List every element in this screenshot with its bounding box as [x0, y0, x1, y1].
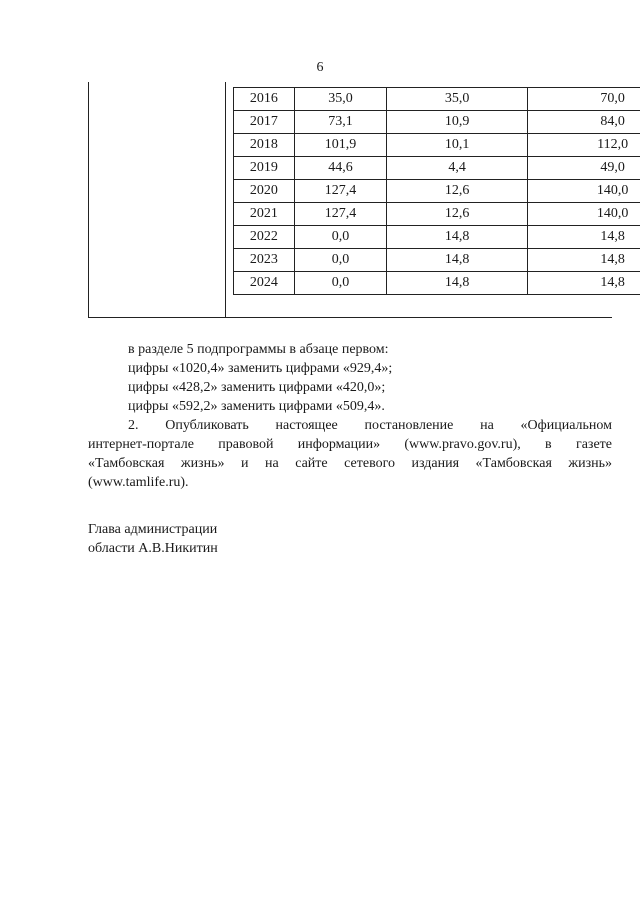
year-cell: 2016 — [234, 88, 295, 111]
signature-block — [88, 520, 218, 558]
year-cell: 2017 — [234, 111, 295, 134]
value-cell: 14,8 — [387, 226, 528, 249]
table-row — [234, 226, 640, 249]
publication-paragraph-line: интернет-портале правовой информации» (www.pravo.gov.ru), в газете — [88, 437, 612, 452]
value-cell: 14,8 — [528, 226, 640, 249]
value-cell: 84,0 — [528, 111, 640, 134]
amendment-line: цифры «1020,4» заменить цифрами «929,4»; — [128, 361, 393, 376]
table-row — [234, 272, 640, 295]
value-cell: 140,0 — [528, 180, 640, 203]
page-number: 6 — [316, 60, 324, 75]
value-cell: 0,0 — [294, 249, 386, 272]
budget-table — [233, 87, 640, 295]
value-cell: 127,4 — [294, 203, 386, 226]
table-outer-divider — [225, 82, 226, 318]
value-cell: 44,6 — [294, 157, 386, 180]
table-outer-bottom-border — [88, 317, 612, 318]
value-cell: 14,8 — [528, 249, 640, 272]
table-row — [234, 157, 640, 180]
year-cell: 2021 — [234, 203, 295, 226]
value-cell: 0,0 — [294, 272, 386, 295]
signature-title: Глава администрации — [88, 522, 218, 537]
value-cell: 14,8 — [387, 249, 528, 272]
table-row — [234, 88, 640, 111]
publication-paragraph-line: (www.tamlife.ru). — [88, 475, 189, 490]
budget-table-container — [88, 82, 629, 318]
value-cell: 14,8 — [528, 272, 640, 295]
table-row — [234, 134, 640, 157]
year-cell: 2024 — [234, 272, 295, 295]
value-cell: 101,9 — [294, 134, 386, 157]
value-cell: 70,0 — [528, 88, 640, 111]
table-row — [234, 180, 640, 203]
table-row — [234, 111, 640, 134]
year-cell: 2022 — [234, 226, 295, 249]
table-row — [234, 203, 640, 226]
value-cell: 140,0 — [528, 203, 640, 226]
value-cell: 10,1 — [387, 134, 528, 157]
value-cell: 12,6 — [387, 203, 528, 226]
value-cell: 73,1 — [294, 111, 386, 134]
year-cell: 2018 — [234, 134, 295, 157]
value-cell: 14,8 — [387, 272, 528, 295]
value-cell: 4,4 — [387, 157, 528, 180]
signature-name: области А.В.Никитин — [88, 541, 218, 556]
year-cell: 2020 — [234, 180, 295, 203]
amendment-line: цифры «428,2» заменить цифрами «420,0»; — [128, 380, 386, 395]
year-cell: 2023 — [234, 249, 295, 272]
publication-paragraph-line: 2. Опубликовать настоящее постановление на «Официальном — [128, 418, 612, 433]
table-outer-left-border — [88, 82, 89, 318]
value-cell: 35,0 — [294, 88, 386, 111]
value-cell: 127,4 — [294, 180, 386, 203]
amendment-intro: в разделе 5 подпрограммы в абзаце первом: — [128, 342, 389, 357]
table-row — [234, 249, 640, 272]
value-cell: 112,0 — [528, 134, 640, 157]
amendment-text — [88, 340, 612, 492]
amendment-line: цифры «592,2» заменить цифрами «509,4». — [128, 399, 385, 414]
value-cell: 0,0 — [294, 226, 386, 249]
value-cell: 12,6 — [387, 180, 528, 203]
publication-paragraph-line: «Тамбовская жизнь» и на сайте сетевого издания «Тамбовская жизнь» — [88, 456, 612, 471]
value-cell: 35,0 — [387, 88, 528, 111]
value-cell: 10,9 — [387, 111, 528, 134]
value-cell: 49,0 — [528, 157, 640, 180]
year-cell: 2019 — [234, 157, 295, 180]
